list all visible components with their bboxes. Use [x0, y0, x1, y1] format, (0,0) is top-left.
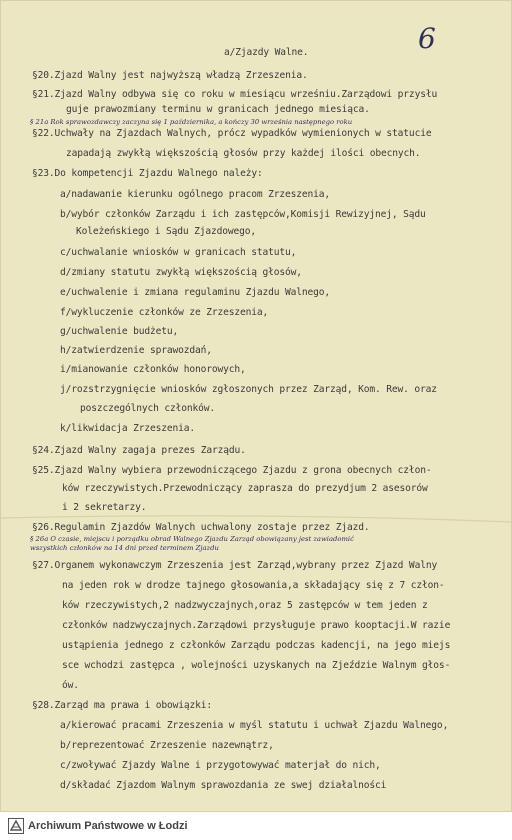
list-item: f/wykluczenie członków ze Zrzeszenia, [60, 307, 269, 318]
page-number: 6 [418, 22, 436, 55]
list-item: j/rozstrzygnięcie wniosków zgłoszonych przez Zarząd, Kom. Rew. oraz [60, 384, 437, 395]
paragraph-line: ków rzeczywistych.Przewodniczący zaprasza do prezydjum 2 asesorów [62, 483, 428, 494]
handwritten-note: wszystkich członków na 14 dni przed terminem Zjazdu [30, 544, 219, 552]
paragraph-line: §25.Zjazd Walny wybiera przewodniczącego Zjazdu z grona obecnych człon- [32, 465, 432, 476]
paragraph-line: §20.Zjazd Walny jest najwyższą władzą Zrzeszenia. [32, 70, 308, 81]
paragraph-line: §23.Do kompetencji Zjazdu Walnego należy: [32, 168, 263, 179]
paragraph-line: ustąpienia jednego z członków Zarządu podczas kadencji, na jego miejs [62, 640, 451, 651]
paragraph-line: członków nadzwyczajnych.Zarządowi przysługuje prawo kooptacji.W razie [62, 620, 451, 631]
paragraph-line: ków rzeczywistych,2 nadzwyczajnych,oraz 5 zastępców w tem jeden z [62, 600, 428, 611]
section-heading: a/Zjazdy Walne. [224, 47, 309, 58]
paragraph-line: §28.Zarząd ma prawa i obowiązki: [32, 700, 213, 711]
paragraph-line: §24.Zjazd Walny zagaja prezes Zarządu. [32, 445, 246, 456]
archive-footer-label: Archiwum Państwowe w Łodzi [28, 820, 188, 832]
list-item: d/składać Zjazdom Walnym sprawozdania ze swej działalności [60, 780, 387, 791]
list-item: h/zatwierdzenie sprawozdań, [60, 345, 212, 356]
paragraph-line: §22.Uchwały na Zjazdach Walnych, prócz wypadków wymienionych w statucie [32, 128, 432, 139]
paragraph-line: ów. [62, 680, 79, 691]
paragraph-line: na jeden rok w drodze tajnego głosowania,a składający się z 7 człon- [62, 580, 445, 591]
list-item: a/kierować pracami Zrzeszenia w myśl statutu i uchwał Zjazdu Walnego, [60, 720, 449, 731]
paragraph-line: i 2 sekretarzy. [62, 502, 147, 513]
handwritten-note: § 26a O czasie, miejscu i porządku obrad Walnego Zjazdu Zarząd obowiązany jest zawiadomić [30, 535, 354, 543]
list-item: b/reprezentować Zrzeszenie nazewnątrz, [60, 740, 274, 751]
paragraph-line: §21.Zjazd Walny odbywa się co roku w miesiącu wrześniu.Zarządowi przysłu [32, 89, 438, 100]
paragraph-line: §27.Organem wykonawczym Zrzeszenia jest Zarząd,wybrany przez Zjazd Walny [32, 560, 438, 571]
list-item: c/uchwalanie wniosków w granicach statutu, [60, 247, 297, 258]
list-item: g/uchwalenie budżetu, [60, 326, 179, 337]
list-item: poszczególnych członków. [80, 403, 216, 414]
paragraph-line: §26.Regulamin Zjazdów Walnych uchwalony zostaje przez Zjazd. [32, 522, 370, 533]
list-item: d/zmiany statutu zwykłą większością głosów, [60, 267, 302, 278]
list-item: e/uchwalenie i zmiana regulaminu Zjazdu Walnego, [60, 287, 331, 298]
list-item: a/nadawanie kierunku ogólnego pracom Zrzeszenia, [60, 189, 331, 200]
archive-logo-icon [8, 818, 24, 834]
paragraph-line: guje prawozmiany terminu w granicach jednego miesiąca. [66, 104, 370, 115]
handwritten-note: § 21a Rok sprawozdawczy zaczyna się 1 października, a kończy 30 września następnego roku [30, 118, 353, 126]
paragraph-line: sce wchodzi zastępca , wolejności uzyskanych na Zjeździe Walnym głos- [62, 660, 451, 671]
paragraph-line: zapadają zwykłą większością głosów przy każdej ilości obecnych. [66, 148, 421, 159]
list-item: k/likwidacja Zrzeszenia. [60, 423, 196, 434]
list-item: b/wybór członków Zarządu i ich zastępców,Komisji Rewizyjnej, Sądu [60, 209, 426, 220]
list-item: c/zwoływać Zjazdy Walne i przygotowywać materjał do nich, [60, 760, 381, 771]
list-item: Koleżeńskiego i Sądu Zjazdowego, [76, 226, 257, 237]
list-item: i/mianowanie członków honorowych, [60, 364, 246, 375]
